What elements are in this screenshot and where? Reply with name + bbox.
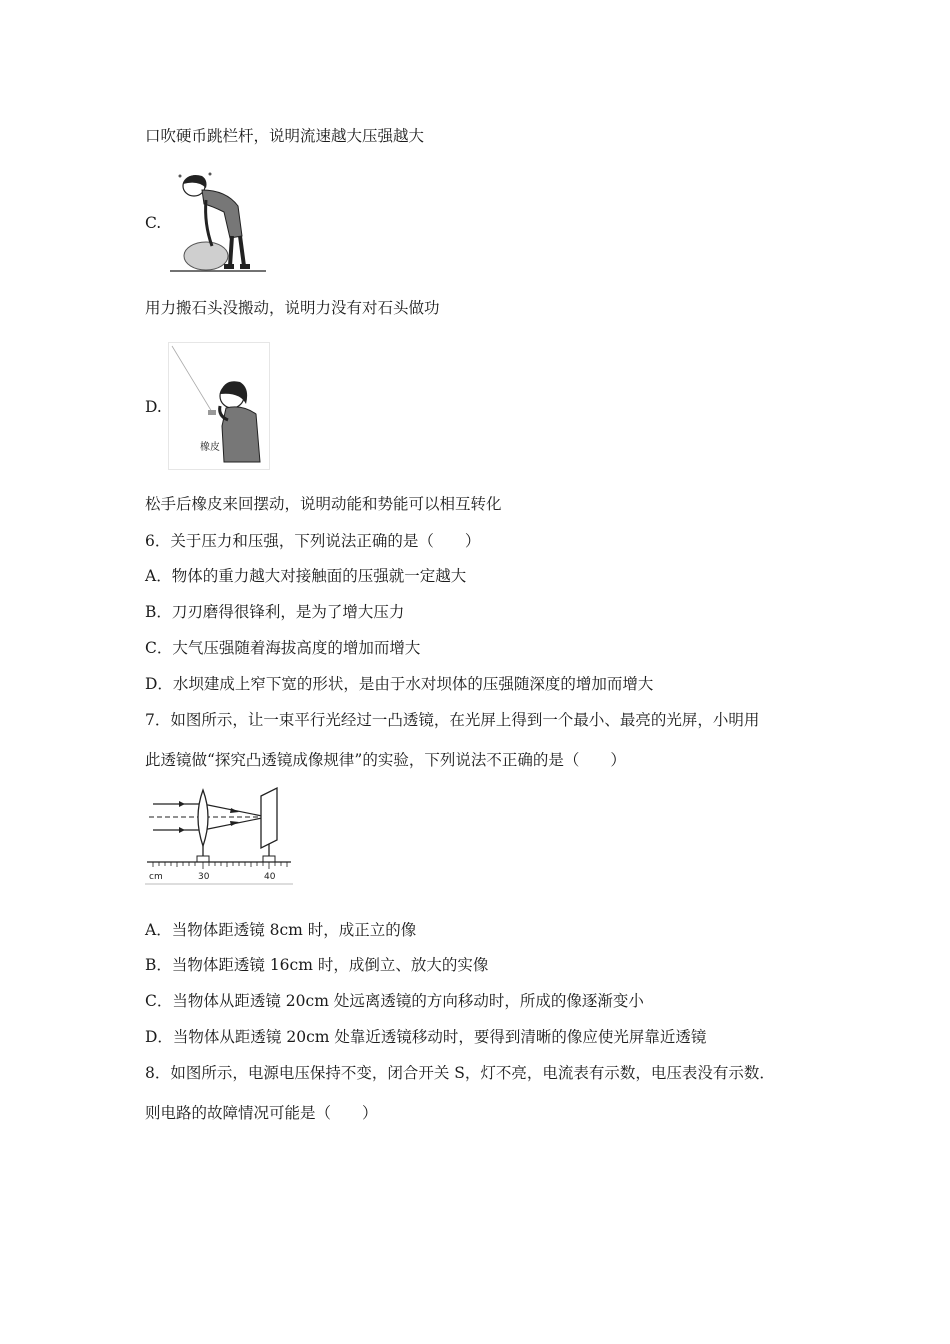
question-7-stem-line-1: 7．如图所示，让一束平行光经过一凸透镜，在光屏上得到一个最小、最亮的光屏，小明用 (145, 711, 760, 729)
ruler-unit: cm (149, 872, 163, 882)
question-7-option-a: A．当物体距透镜 8cm 时，成正立的像 (145, 921, 417, 939)
lifting-stone-figure (168, 166, 268, 274)
eraser-label: 橡皮 (200, 442, 220, 453)
statement-c-description: 用力搬石头没搬动，说明力没有对石头做功 (145, 299, 440, 317)
question-8-stem-line-1: 8．如图所示，电源电压保持不变，闭合开关 S，灯不亮，电流表有示数，电压表没有示数． (145, 1064, 775, 1082)
question-6-option-c: C．大气压强随着海拔高度的增加而增大 (145, 639, 421, 657)
convex-lens-figure (145, 784, 293, 886)
statement-b-description: 口吹硬币跳栏杆，说明流速越大压强越大 (145, 127, 425, 145)
question-7-option-c: C．当物体从距透镜 20cm 处远离透镜的方向移动时，所成的像逐渐变小 (145, 992, 644, 1010)
ruler-tick-40: 40 (264, 872, 276, 882)
option-d-label: D. (145, 398, 162, 416)
question-6-option-d: D．水坝建成上窄下宽的形状，是由于水对坝体的压强随深度的增加而增大 (145, 675, 654, 693)
question-7-option-d: D．当物体从距透镜 20cm 处靠近透镜移动时，要得到清晰的像应使光屏靠近透镜 (145, 1028, 707, 1046)
question-6-stem: 6．关于压力和压强，下列说法正确的是（ ） (145, 532, 481, 550)
question-7-option-b: B．当物体距透镜 16cm 时，成倒立、放大的实像 (145, 956, 489, 974)
statement-d-description: 松手后橡皮来回摆动，说明动能和势能可以相互转化 (145, 495, 502, 513)
question-8-stem-line-2: 则电路的故障情况可能是（ ） (145, 1104, 378, 1122)
option-c-label: C. (145, 214, 162, 232)
question-6-option-b: B．刀刃磨得很锋利，是为了增大压力 (145, 603, 405, 621)
ruler-tick-30: 30 (198, 872, 210, 882)
question-6-option-a: A．物体的重力越大对接触面的压强就一定越大 (145, 567, 467, 585)
question-7-stem-line-2: 此透镜做“探究凸透镜成像规律”的实验，下列说法不正确的是（ ） (145, 751, 626, 769)
pendulum-eraser-figure (168, 342, 270, 470)
